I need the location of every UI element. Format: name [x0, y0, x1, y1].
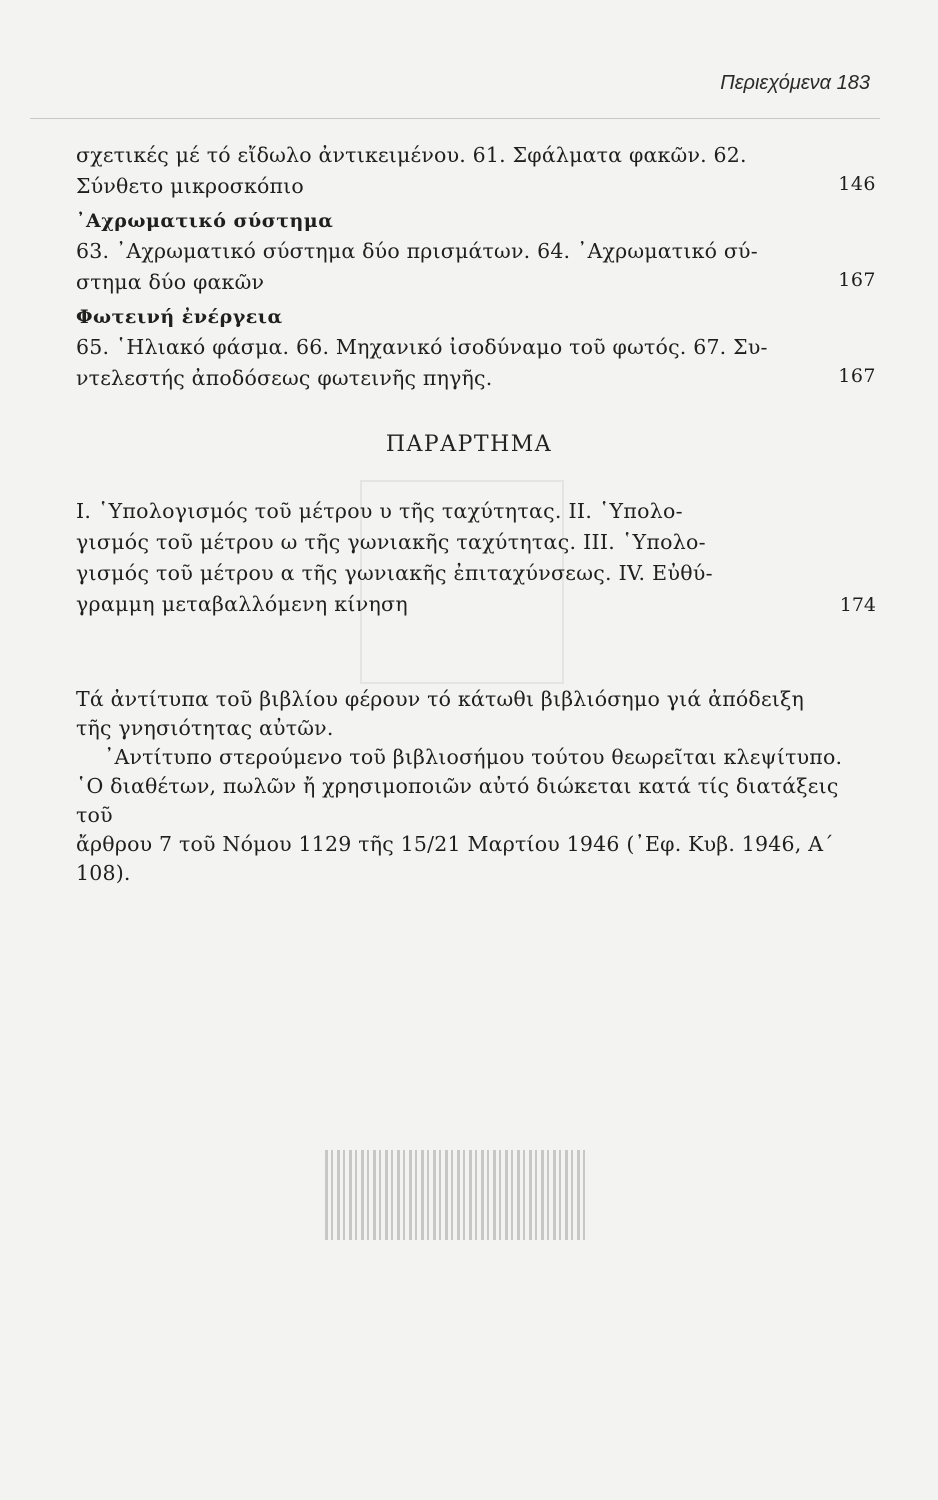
- toc-entry: [76, 332, 876, 394]
- header-rule: [30, 118, 880, 119]
- running-head: Περιεχόμενα 183: [720, 72, 870, 94]
- toc-page-number: 167: [838, 365, 876, 387]
- notice-line: 108).: [76, 861, 131, 885]
- toc-entry: [76, 236, 876, 298]
- appendix-title: ΠΑΡΑΡΤΗΜΑ: [385, 432, 553, 457]
- notice-line: ῾Ο διαθέτων, πωλῶν ἤ χρησιμοποιῶν αὐτό διώκεται κατά τίς διατάξεις τοῦ: [76, 774, 839, 827]
- notice-paragraph: [76, 685, 876, 743]
- toc-line: 63. ᾿Αχρωματικό σύστημα δύο πρισμάτων. 64. ᾿Αχρωματικό σύ-: [76, 239, 758, 263]
- appendix-line: γισμός τοῦ μέτρου ω τῆς γωνιακῆς ταχύτητας. ΙΙΙ. ῾Υπολο-: [76, 530, 706, 554]
- appendix-line: γισμός τοῦ μέτρου α τῆς γωνιακῆς ἐπιταχύνσεως. IV. Εὐθύ-: [76, 561, 713, 585]
- toc-page-number: 167: [838, 269, 876, 291]
- toc-line: σχετικές μέ τό εἴδωλο ἀντικειμένου. 61. Σφάλματα φακῶν. 62.: [76, 143, 747, 167]
- appendix-line: Ι. ῾Υπολογισμός τοῦ μέτρου υ τῆς ταχύτητας. ΙΙ. ῾Υπολο-: [76, 499, 683, 523]
- section-heading: Φωτεινή ἐνέργεια: [76, 306, 283, 328]
- appendix-page-number: 174: [839, 594, 876, 616]
- appendix-entry: [76, 496, 876, 620]
- toc-line: Σύνθετο μικροσκόπιο: [76, 174, 304, 198]
- table-of-contents: [76, 140, 876, 394]
- appendix-line: γραμμη μεταβαλλόμενη κίνηση: [76, 592, 408, 616]
- toc-entry-text: [76, 236, 776, 298]
- toc-entry-text: [76, 332, 776, 394]
- show-through-barcode: [325, 1150, 585, 1240]
- toc-page-number: 146: [838, 173, 876, 195]
- toc-line: στημα δύο φακῶν: [76, 270, 265, 294]
- section-heading: ᾿Αχρωματικό σύστημα: [76, 210, 334, 232]
- toc-entry: [76, 140, 876, 202]
- notice-line: τῆς γνησιότητας αὐτῶν.: [76, 716, 334, 740]
- toc-line: 65. ῾Ηλιακό φάσμα. 66. Μηχανικό ἰσοδύναμο τοῦ φωτός. 67. Συ-: [76, 335, 768, 359]
- notice-line: Τά ἀντίτυπα τοῦ βιβλίου φέρουν τό κάτωθι βιβλιόσημο γιά ἀπόδειξη: [76, 687, 804, 711]
- toc-entry-text: [76, 140, 776, 202]
- notice-line: ἄρθρου 7 τοῦ Νόμου 1129 τῆς 15/21 Μαρτίου 1946 (᾿Εφ. Κυβ. 1946, Α΄: [76, 832, 834, 856]
- toc-line: ντελεστής ἀποδόσεως φωτεινῆς πηγῆς.: [76, 366, 493, 390]
- notice-line: ᾿Αντίτυπο στερούμενο τοῦ βιβλιοσήμου τούτου θεωρεῖται κλεψίτυπο.: [104, 745, 843, 769]
- notice-paragraph: [76, 743, 876, 888]
- copyright-notice: [76, 685, 876, 888]
